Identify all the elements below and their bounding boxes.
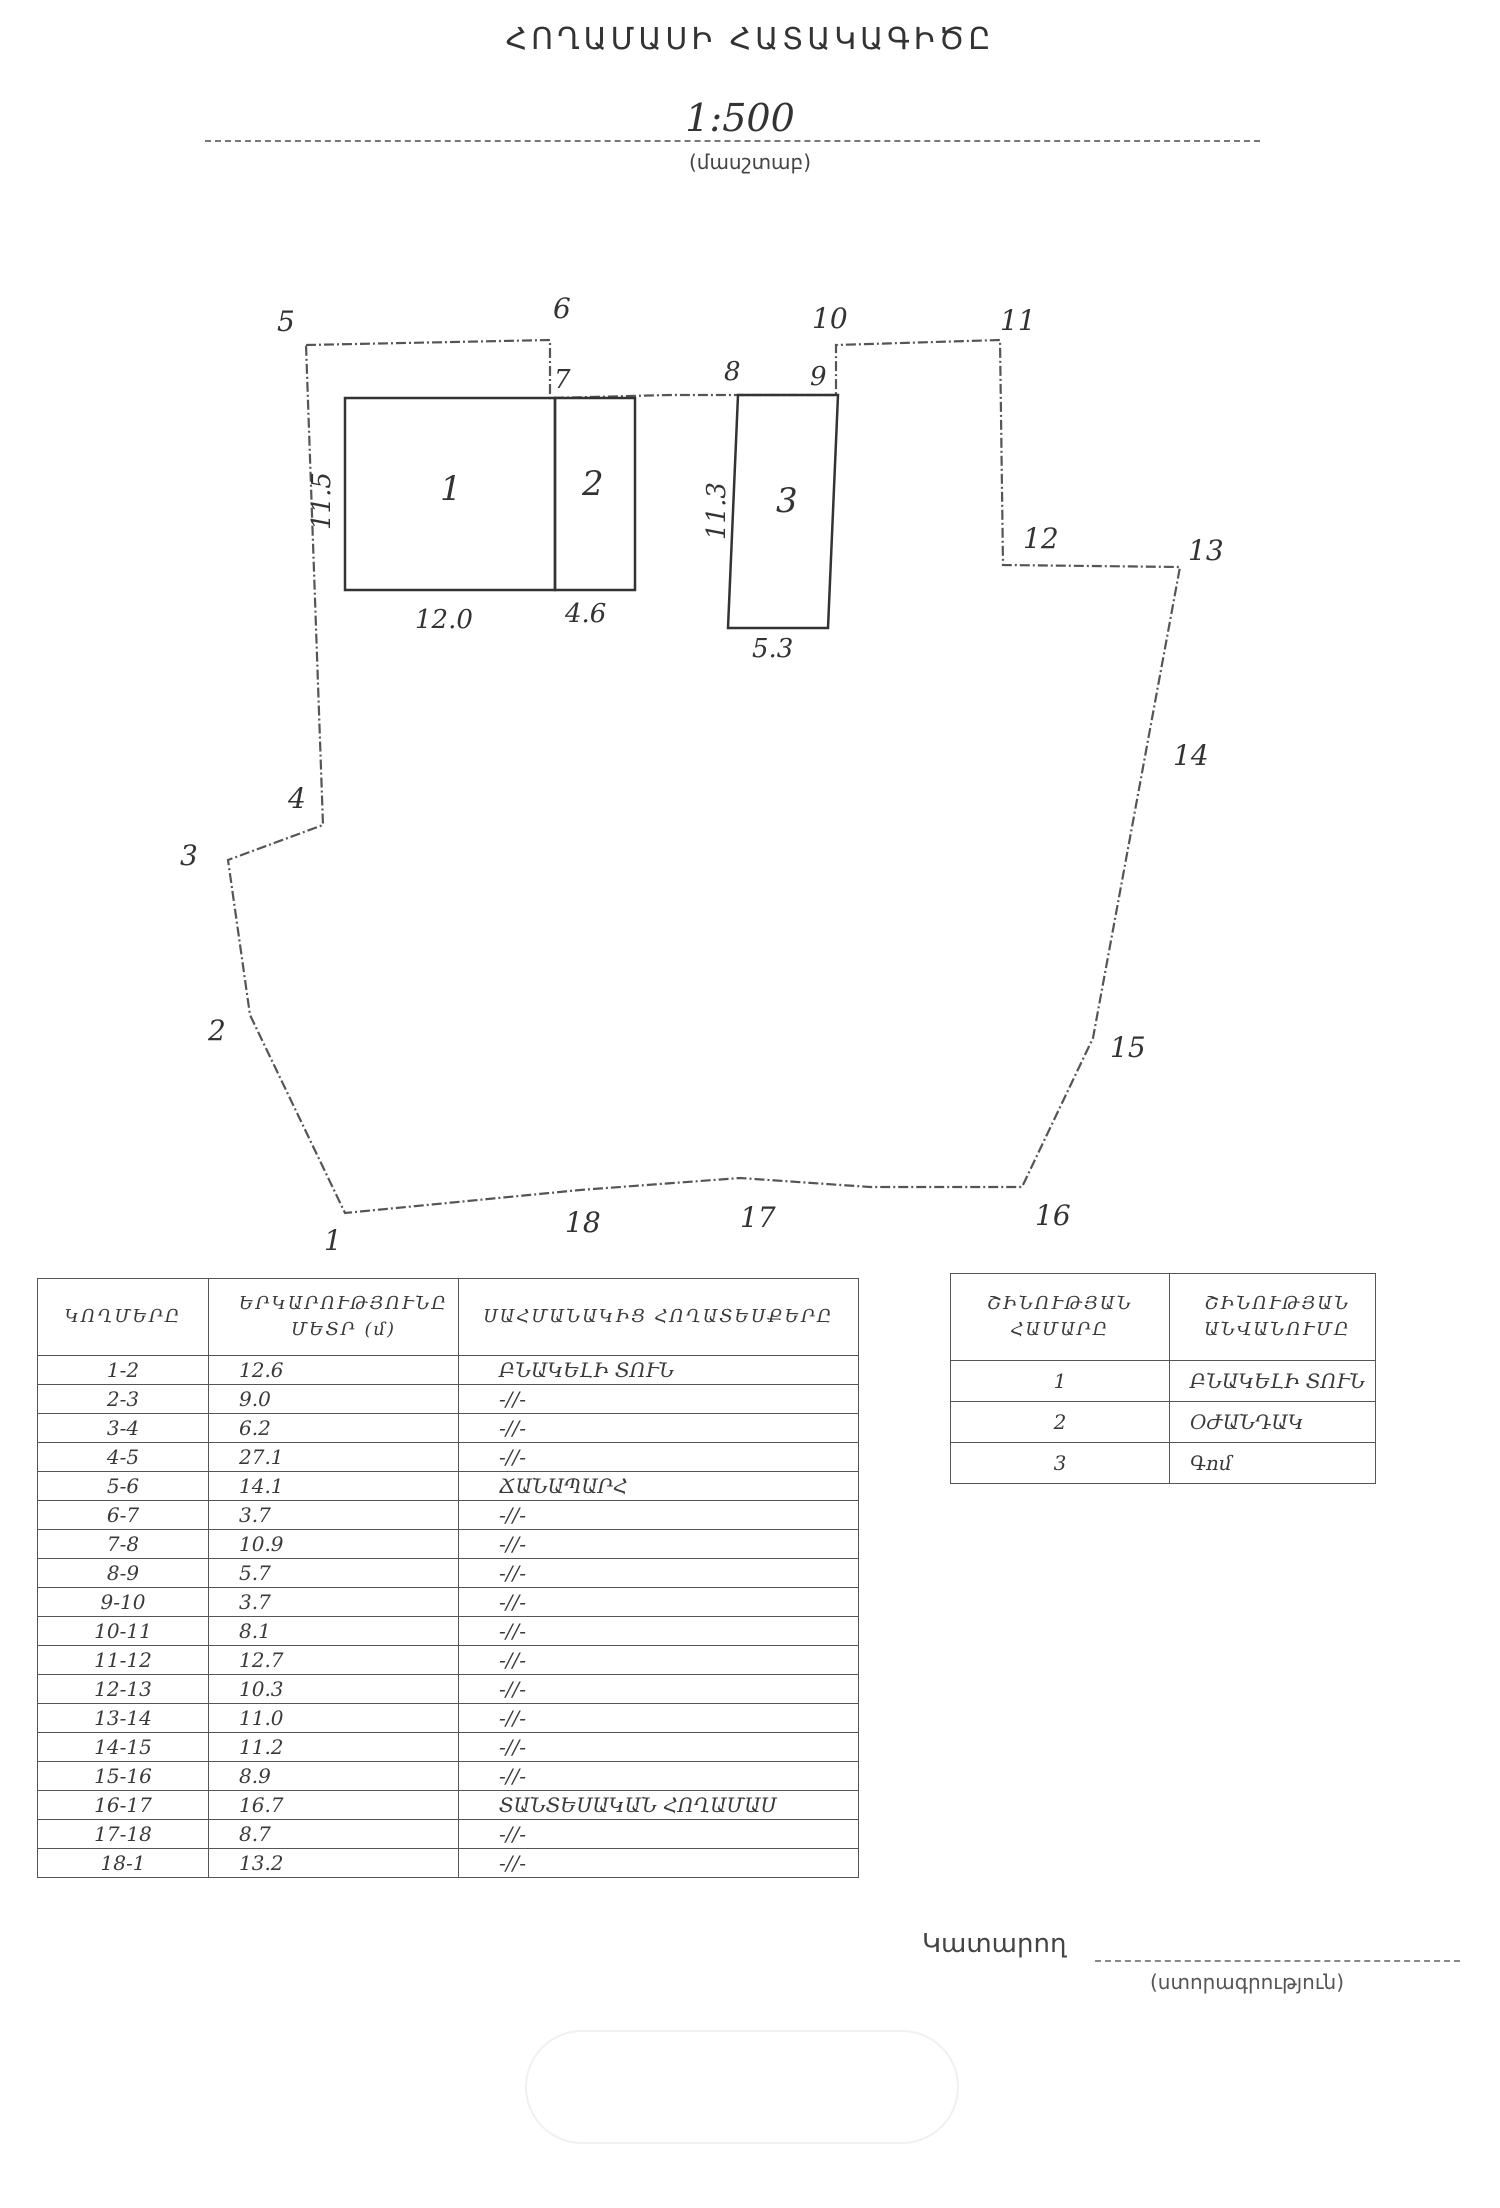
table-cell: ԲՆԱԿԵԼԻ ՏՈՒՆ	[459, 1356, 859, 1385]
point-label: 6	[553, 292, 571, 325]
table-row	[951, 1443, 1376, 1484]
scale-value: 1:500	[685, 96, 795, 140]
table-cell: 8-9	[38, 1559, 209, 1588]
table-row	[38, 1559, 859, 1588]
column-header: ԵՐԿԱՐՈՒԹՅՈՒՆԸ ՄԵՏՐ (մ)	[209, 1279, 459, 1356]
point-label: 3	[180, 839, 198, 872]
table-row	[38, 1414, 859, 1443]
table-cell: 12.6	[209, 1356, 459, 1385]
signature-line	[1095, 1960, 1460, 1962]
point-label: 12	[1023, 522, 1059, 555]
table-header-row	[951, 1274, 1376, 1361]
table-cell: 11.2	[209, 1733, 459, 1762]
table-cell: Գոմ	[1169, 1443, 1375, 1484]
column-header: ՍԱՀՄԱՆԱԿԻՑ ՀՈՂԱՏԵՍՔԵՐԸ	[459, 1279, 859, 1356]
column-header: ԿՈՂՄԵՐԸ	[38, 1279, 209, 1356]
table-row	[951, 1402, 1376, 1443]
point-label: 18	[565, 1206, 601, 1239]
table-cell: -//-	[459, 1849, 859, 1878]
table-cell: 14.1	[209, 1472, 459, 1501]
table-cell: -//-	[459, 1675, 859, 1704]
point-label: 10	[812, 302, 848, 335]
boundary-sides-table	[37, 1278, 859, 1878]
table-cell: 1	[951, 1361, 1170, 1402]
parcel-boundary	[228, 340, 1180, 1213]
table-cell: -//-	[459, 1414, 859, 1443]
point-label: 2	[208, 1014, 226, 1047]
signature-caption: (ստորագրություն)	[1150, 1970, 1345, 1994]
table-row	[38, 1646, 859, 1675]
table-cell: 3.7	[209, 1501, 459, 1530]
table-row	[38, 1443, 859, 1472]
table-cell: 12.7	[209, 1646, 459, 1675]
point-label: 16	[1035, 1199, 1071, 1232]
table-cell: 4-5	[38, 1443, 209, 1472]
table-cell: ՃԱՆԱՊԱՐՀ	[459, 1472, 859, 1501]
table-cell: 16.7	[209, 1791, 459, 1820]
buildings-table	[950, 1273, 1376, 1484]
document-title: ՀՈՂԱՄԱՍԻ ՀԱՏԱԿԱԳԻԾԸ	[505, 22, 995, 57]
table-cell: 2	[951, 1402, 1170, 1443]
table-cell: 11.0	[209, 1704, 459, 1733]
table-row	[38, 1472, 859, 1501]
table-cell: ԲՆԱԿԵԼԻ ՏՈՒՆ	[1169, 1361, 1375, 1402]
point-label: 15	[1110, 1031, 1146, 1064]
column-header: ՇԻՆՈՒԹՅԱՆ ԱՆՎԱՆՈՒՄԸ	[1169, 1274, 1375, 1361]
dimension-label: 11.3	[702, 482, 732, 540]
table-cell: -//-	[459, 1559, 859, 1588]
table-cell: 15-16	[38, 1762, 209, 1791]
table-cell: ՕԺԱՆԴԱԿ	[1169, 1402, 1375, 1443]
executor-label: Կատարող	[922, 1929, 1067, 1959]
table-row	[951, 1361, 1376, 1402]
table-cell: 7-8	[38, 1530, 209, 1559]
table-cell: 8.1	[209, 1617, 459, 1646]
point-label: 9	[810, 362, 827, 392]
table-row	[38, 1849, 859, 1878]
table-row	[38, 1617, 859, 1646]
point-label: 1	[324, 1224, 342, 1257]
table-cell: 5.7	[209, 1559, 459, 1588]
table-cell: ՏԱՆՏԵՍԱԿԱՆ ՀՈՂԱՄԱՍ	[459, 1791, 859, 1820]
table-cell: 14-15	[38, 1733, 209, 1762]
table-cell: 8.9	[209, 1762, 459, 1791]
point-label: 8	[724, 357, 741, 387]
faded-stamp	[525, 2030, 959, 2144]
table-cell: 2-3	[38, 1385, 209, 1414]
table-row	[38, 1385, 859, 1414]
table-cell: -//-	[459, 1385, 859, 1414]
table-cell: -//-	[459, 1646, 859, 1675]
building-number: 2	[582, 464, 604, 504]
table-cell: -//-	[459, 1530, 859, 1559]
building-number: 3	[776, 481, 798, 521]
scale-caption: (մասշտաբ)	[688, 150, 812, 174]
table-cell: 9-10	[38, 1588, 209, 1617]
table-cell: 10.3	[209, 1675, 459, 1704]
table-row	[38, 1762, 859, 1791]
table-cell: 3.7	[209, 1588, 459, 1617]
point-label: 17	[740, 1201, 776, 1234]
table-cell: -//-	[459, 1617, 859, 1646]
table-cell: 10-11	[38, 1617, 209, 1646]
dimension-label: 11.5	[307, 472, 337, 530]
table-cell: 9.0	[209, 1385, 459, 1414]
table-cell: -//-	[459, 1588, 859, 1617]
point-label: 11	[1000, 304, 1036, 337]
point-label: 14	[1173, 739, 1209, 772]
table-cell: 1-2	[38, 1356, 209, 1385]
table-row	[38, 1820, 859, 1849]
table-cell: -//-	[459, 1820, 859, 1849]
table-cell: -//-	[459, 1704, 859, 1733]
dimension-label: 4.6	[565, 599, 607, 629]
table-cell: 13.2	[209, 1849, 459, 1878]
table-header-row	[38, 1279, 859, 1356]
point-label: 4	[288, 782, 306, 815]
table-row	[38, 1356, 859, 1385]
dimension-label: 12.0	[415, 605, 473, 635]
table-cell: 6.2	[209, 1414, 459, 1443]
dimension-label: 5.3	[752, 634, 794, 664]
table-row	[38, 1704, 859, 1733]
table-row	[38, 1501, 859, 1530]
column-header: ՇԻՆՈՒԹՅԱՆ ՀԱՄԱՐԸ	[951, 1274, 1170, 1361]
table-cell: 27.1	[209, 1443, 459, 1472]
table-cell: 11-12	[38, 1646, 209, 1675]
table-cell: 3	[951, 1443, 1170, 1484]
table-cell: 3-4	[38, 1414, 209, 1443]
table-cell: -//-	[459, 1762, 859, 1791]
building-number: 1	[440, 469, 462, 509]
table-row	[38, 1675, 859, 1704]
point-label: 13	[1188, 534, 1224, 567]
table-cell: 5-6	[38, 1472, 209, 1501]
table-row	[38, 1588, 859, 1617]
table-cell: 16-17	[38, 1791, 209, 1820]
table-cell: 12-13	[38, 1675, 209, 1704]
table-row	[38, 1733, 859, 1762]
table-cell: 13-14	[38, 1704, 209, 1733]
point-label: 5	[277, 305, 295, 338]
table-cell: 10.9	[209, 1530, 459, 1559]
table-cell: 18-1	[38, 1849, 209, 1878]
table-cell: -//-	[459, 1501, 859, 1530]
table-cell: 6-7	[38, 1501, 209, 1530]
table-row	[38, 1791, 859, 1820]
table-cell: -//-	[459, 1443, 859, 1472]
point-label: 7	[554, 365, 571, 395]
table-cell: 17-18	[38, 1820, 209, 1849]
table-cell: 8.7	[209, 1820, 459, 1849]
table-cell: -//-	[459, 1733, 859, 1762]
table-row	[38, 1530, 859, 1559]
